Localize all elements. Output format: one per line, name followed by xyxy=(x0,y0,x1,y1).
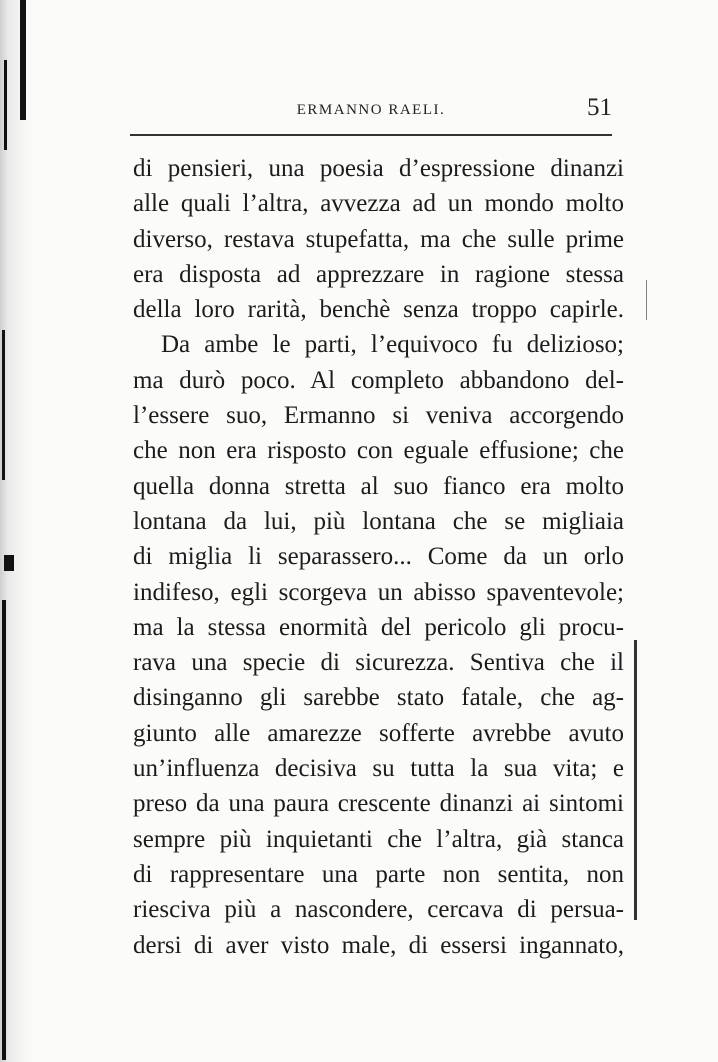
binding-mark xyxy=(20,0,26,120)
text-line: della loro rarità, benchè senza troppo capirle. xyxy=(133,296,624,324)
text-line: che non era risposto con eguale effusione; che xyxy=(133,437,624,465)
text-line: alle quali l’altra, avvezza ad un mondo molto xyxy=(133,190,624,218)
text-line: era disposta ad apprezzare in ragione stessa xyxy=(133,260,624,288)
text-line: di pensieri, una poesia d’espressione dinanzi xyxy=(133,155,624,182)
text-line: quella donna stretta al suo fianco era molto xyxy=(133,472,624,500)
page-edge-mark xyxy=(646,280,647,320)
binding-mark xyxy=(4,555,14,571)
page-header xyxy=(130,92,612,122)
text-line: disinganno gli sarebbe stato fatale, che ag- xyxy=(133,684,624,712)
text-line: diverso, restava stupefatta, ma che sulle prime xyxy=(133,225,624,253)
text-line: di rappresentare una parte non sentita, non xyxy=(133,860,624,888)
text-line: ma durò poco. Al completo abbandono del- xyxy=(133,366,624,394)
page-number: 51 xyxy=(587,94,612,121)
text-line: giunto alle amarezze sofferte avrebbe avuto xyxy=(133,719,624,747)
text-line: riesciva più a nascondere, cercava di persua- xyxy=(133,896,624,924)
running-title: ERMANNO RAELI. xyxy=(296,102,446,118)
text-line: indifeso, egli scorgeva un abisso spaventevole; xyxy=(133,578,624,606)
binding-mark xyxy=(4,60,7,150)
text-line: sempre più inquietanti che l’altra, già stanca xyxy=(133,825,624,853)
page-edge-mark xyxy=(634,640,637,920)
body-text xyxy=(133,151,624,963)
text-line: un’influenza decisiva su tutta la sua vita; e xyxy=(133,755,624,783)
text-line: di miglia li separassero... Come da un orlo xyxy=(133,543,624,571)
text-line: dersi di aver visto male, di essersi ingannato, xyxy=(133,931,624,959)
text-line: ma la stessa enormità del pericolo gli procu- xyxy=(133,613,624,641)
text-line: preso da una paura crescente dinanzi ai sintomi xyxy=(133,790,624,818)
binding-mark xyxy=(2,600,6,1060)
binding-mark xyxy=(2,330,5,480)
paragraph-start-line: Da ambe le parti, l’equivoco fu delizioso; xyxy=(161,331,624,359)
text-line: rava una specie di sicurezza. Sentiva che il xyxy=(133,649,624,677)
text-line: l’essere suo, Ermanno si veniva accorgendo xyxy=(133,402,624,430)
header-rule xyxy=(130,134,612,136)
text-line: lontana da lui, più lontana che se migliaia xyxy=(133,507,624,535)
